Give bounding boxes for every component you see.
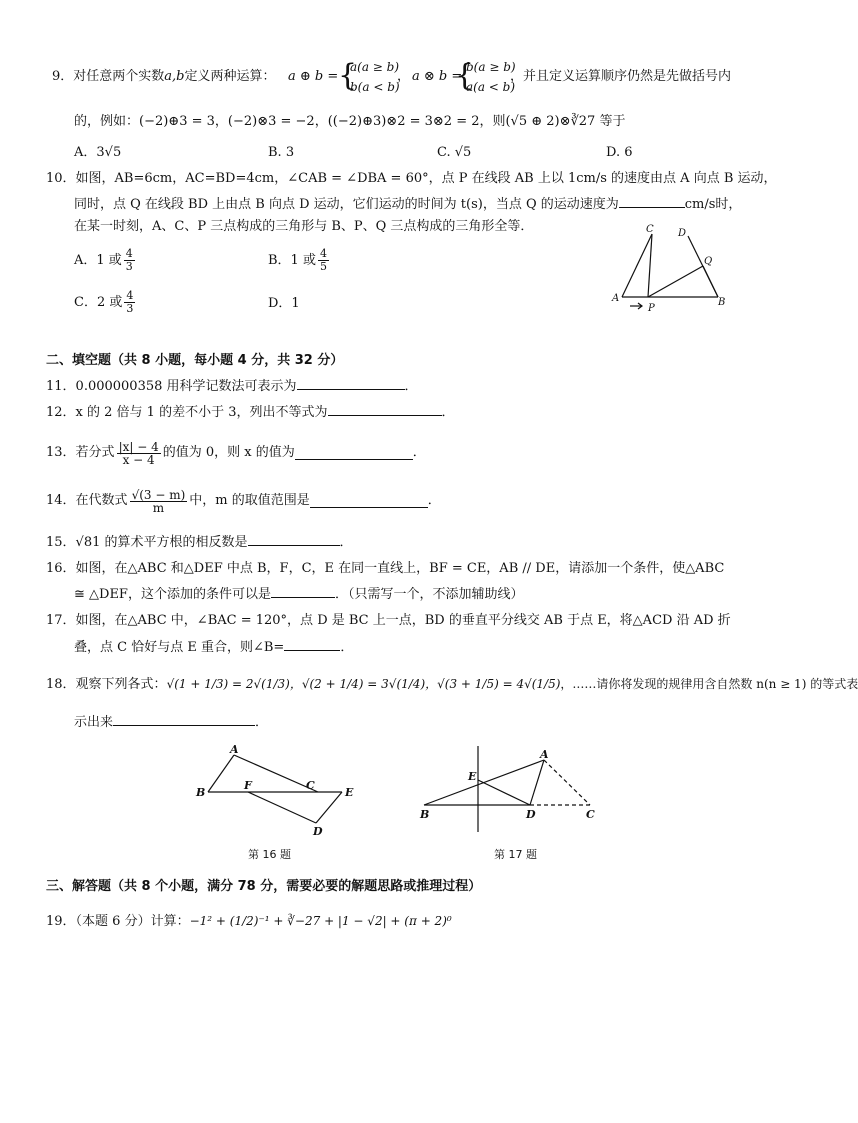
fig17-label-C: C xyxy=(586,808,595,821)
q17-line2 xyxy=(74,637,353,657)
fig17-label-B: B xyxy=(420,808,430,821)
section2-heading: 二、填空题（共 8 小题，每小题 4 分，共 32 分） xyxy=(46,353,344,368)
q9-option-d: D. 6 xyxy=(606,145,633,160)
q14-fraction xyxy=(130,489,188,514)
q10-line2-unit: cm/s时， xyxy=(684,197,742,212)
q12-text: x 的 2 倍与 1 的差不小于 3，列出不等式为 xyxy=(75,405,328,420)
q14 xyxy=(46,484,441,518)
q18-pre: 观察下列各式： xyxy=(75,677,167,692)
q13-pre: 若分式 xyxy=(75,445,115,460)
q19-pre: （本题 6 分）计算： xyxy=(75,914,190,929)
q11 xyxy=(46,376,418,396)
q9-otimes-lhs: a ⊗ b = xyxy=(412,69,463,84)
q9-text2: 定义两种运算： xyxy=(184,69,276,84)
q9-oplus-definition xyxy=(288,68,338,86)
fig16-caption: 第 16 题 xyxy=(248,848,291,861)
q9-option-c: C. √5 xyxy=(437,145,472,160)
q18-line1 xyxy=(46,675,858,694)
q18-end: ． xyxy=(255,715,269,730)
q16-line2-text: ≅ △DEF，这个添加的条件可以是 xyxy=(74,587,271,602)
fig17-seg-AD xyxy=(530,760,544,805)
fig17 xyxy=(418,740,608,835)
q10-line2 xyxy=(74,194,741,214)
fraction-numerator: 4 xyxy=(126,289,134,302)
q10-line3: 在某一时刻，A、C、P 三点构成的三角形与 B、P、Q 三点构成的三角形全等． xyxy=(74,219,534,234)
q17-line1-text: 如图，在△ABC 中，∠BAC = 120°，点 D 是 BC 上一点，BD 的垂直平分线交 AB 于点 E，将△ACD 沿 AD 折 xyxy=(75,613,731,628)
q10-label-C: C xyxy=(646,224,654,235)
q17-line1 xyxy=(46,612,731,630)
fig16-label-C: C xyxy=(306,779,315,792)
fig16-seg-AB xyxy=(208,755,234,792)
q19 xyxy=(46,912,452,931)
q9-number: 9． xyxy=(52,69,74,84)
fraction-denominator: 3 xyxy=(125,260,133,273)
q9-oplus-brace: { xyxy=(338,58,358,93)
q16-answer-blank[interactable] xyxy=(271,584,335,598)
q10-option-b-label: B．1 或 xyxy=(268,253,316,268)
q18-expression: √(1 + 1/3) = 2√(1/3)，√(2 + 1/4) = 3√(1/4)，√(3 + 1/5) = 4√(1/5) xyxy=(166,677,561,691)
section3-heading: 三、解答题（共 8 个小题，满分 78 分，需要必要的解题思路或推理过程） xyxy=(46,879,482,894)
q16-line1 xyxy=(46,560,724,578)
q10-option-c-fraction xyxy=(124,290,135,315)
q14-number: 14． xyxy=(46,493,76,508)
q17-answer-blank[interactable] xyxy=(284,637,340,651)
q13-answer-blank[interactable] xyxy=(295,446,413,460)
fig16-seg-FD xyxy=(248,792,316,823)
fig16-label-B: B xyxy=(196,786,206,799)
fig16-label-A: A xyxy=(230,743,239,756)
q13 xyxy=(46,436,426,470)
q9-oplus-lhs: a ⊕ b = xyxy=(288,69,339,84)
fraction-denominator: m xyxy=(152,500,165,515)
q15-answer-blank[interactable] xyxy=(248,532,340,546)
fig17-label-A: A xyxy=(540,748,549,761)
q16-line2-end: ．（只需写一个，不添加辅助线） xyxy=(334,587,524,602)
q9-oplus-case1: a(a ≥ b) xyxy=(350,60,400,74)
q10-seg-PQ xyxy=(648,266,703,297)
q16-number: 16． xyxy=(46,561,76,576)
q18-answer-blank[interactable] xyxy=(113,712,255,726)
q11-text: 0.000000358 用科学记数法可表示为 xyxy=(75,379,297,394)
fraction-numerator: √(3 − m) xyxy=(131,487,186,502)
fig16-label-E: E xyxy=(345,786,354,799)
q10-option-a-label: A．1 或 xyxy=(74,253,122,268)
q10-option-a xyxy=(74,248,137,273)
q9-option-b: B. 3 xyxy=(268,145,295,160)
q10-number: 10． xyxy=(46,171,76,186)
q9-otimes-case2: a(a < b) xyxy=(466,80,516,94)
q15-text: √81 的算术平方根的相反数是 xyxy=(75,535,248,550)
q10-label-D: D xyxy=(678,228,687,239)
q11-answer-blank[interactable] xyxy=(297,376,405,390)
fraction-numerator: 4 xyxy=(319,247,327,260)
q9-line1 xyxy=(52,68,276,86)
q17-number: 17． xyxy=(46,613,76,628)
q14-pre: 在代数式 xyxy=(75,493,128,508)
fraction-numerator: 4 xyxy=(125,247,133,260)
q19-expression: −1² + (1/2)⁻¹ + ∛−27 + |1 − √2| + (π + 2)⁰ xyxy=(189,914,452,928)
q9-text3: ，并且定义运算顺序仍然是先做括号内 xyxy=(510,69,732,84)
fig16-label-D: D xyxy=(313,825,323,838)
q13-post: 的值为 0，则 x 的值为 xyxy=(162,445,295,460)
q14-post: 中，m 的取值范围是 xyxy=(189,493,310,508)
q9-otimes-case1: b(a ≥ b) xyxy=(466,60,516,74)
fraction-denominator: x − 4 xyxy=(122,452,155,467)
fig16 xyxy=(192,745,362,845)
q9-ab: a,b xyxy=(164,69,185,84)
q10-seg-AC xyxy=(622,234,652,297)
q12-end: ． xyxy=(441,405,455,420)
q10-figure xyxy=(608,220,733,320)
fig17-caption: 第 17 题 xyxy=(494,848,537,861)
q12-answer-blank[interactable] xyxy=(328,402,442,416)
q18-line2-text: 示出来 xyxy=(74,715,114,730)
q10-label-Q: Q xyxy=(704,256,713,267)
q14-answer-blank[interactable] xyxy=(310,494,428,508)
q10-label-B: B xyxy=(718,297,726,308)
q9-text1: 对任意两个实数 xyxy=(73,69,165,84)
q14-end: ． xyxy=(427,493,441,508)
q12 xyxy=(46,402,455,422)
q13-number: 13． xyxy=(46,445,76,460)
fraction-denominator: 3 xyxy=(126,302,134,315)
q15 xyxy=(46,532,353,552)
q17-line2-end: ． xyxy=(340,640,354,655)
q9-otimes-brace: { xyxy=(455,58,475,93)
fig17-seg-ED xyxy=(478,780,530,805)
q10-label-P: P xyxy=(648,303,655,314)
fig16-label-F: F xyxy=(244,779,252,792)
q9-oplus-case2: b(a < b) xyxy=(350,80,400,94)
q10-option-b-fraction xyxy=(318,248,329,273)
q10-option-c xyxy=(74,290,137,315)
q10-line1-text: 如图，AB=6cm，AC=BD=4cm，∠CAB = ∠DBA = 60°，点 P 在线段 AB 上以 1cm/s 的速度由点 A 向点 B 运动， xyxy=(75,171,777,186)
q16-line2 xyxy=(74,584,523,604)
q10-option-d: D．1 xyxy=(268,296,300,311)
fraction-numerator: |x| − 4 xyxy=(118,439,159,454)
q9-comma: ， xyxy=(397,69,411,84)
q18-post: ，……请你将发现的规律用含自然数 n(n ≥ 1) 的等式表 xyxy=(560,677,858,691)
fig17-label-E: E xyxy=(468,770,477,783)
q15-number: 15． xyxy=(46,535,76,550)
q9-line2: 的，例如：(−2)⊕3 = 3，(−2)⊗3 = −2，((−2)⊕3)⊗2 = 3⊗2 = 2，则(√5 ⊕ 2)⊗∛27 等于 xyxy=(74,114,626,129)
q11-number: 11． xyxy=(46,379,76,394)
fraction-denominator: 5 xyxy=(319,260,327,273)
q18-line2 xyxy=(74,712,268,732)
q19-number: 19． xyxy=(46,914,76,929)
q10-option-b xyxy=(268,248,331,273)
fig16-seg-DE xyxy=(316,792,342,823)
q10-seg-CP xyxy=(648,234,652,297)
q9-option-a: A．3√5 xyxy=(74,145,122,160)
q10-answer-blank[interactable] xyxy=(619,194,685,208)
q15-end: ． xyxy=(339,535,353,550)
q17-line2-text: 叠，点 C 恰好与点 E 重合，则∠B= xyxy=(74,640,285,655)
q13-fraction xyxy=(117,441,161,466)
q10-label-A: A xyxy=(612,293,620,304)
fig17-seg-AC xyxy=(544,760,590,805)
q13-end: ． xyxy=(412,445,426,460)
q11-end: ． xyxy=(404,379,418,394)
fig17-label-D: D xyxy=(526,808,536,821)
q10-line2-text: 同时，点 Q 在线段 BD 上由点 B 向点 D 运动，它们运动的时间为 t(s)，当点 Q 的运动速度为 xyxy=(74,197,619,212)
q10-option-c-label: C．2 或 xyxy=(74,295,123,310)
q16-line1-text: 如图，在△ABC 和△DEF 中点 B，F，C，E 在同一直线上，BF = CE，AB // DE，请添加一个条件，使△ABC xyxy=(75,561,725,576)
q10-option-a-fraction xyxy=(124,248,135,273)
q10-line1 xyxy=(46,170,777,188)
q10-seg-BQ xyxy=(703,266,718,297)
q12-number: 12． xyxy=(46,405,76,420)
q18-number: 18． xyxy=(46,677,76,692)
